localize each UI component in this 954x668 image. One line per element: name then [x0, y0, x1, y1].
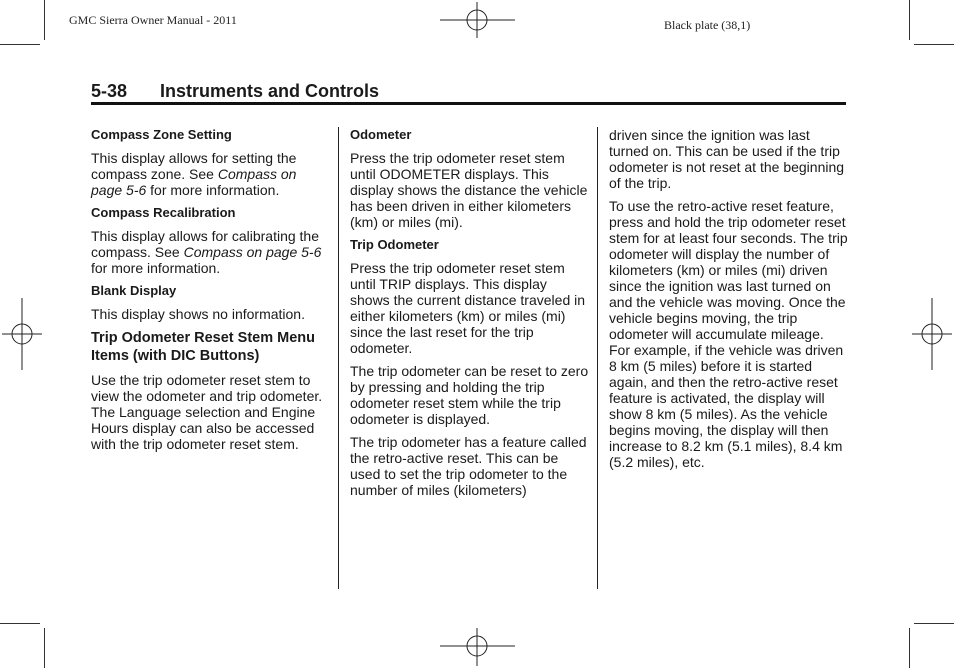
crop-mark — [0, 623, 40, 624]
compass-zone-link[interactable]: Compass on page 5-6 — [91, 166, 297, 198]
compass-recalibration-link[interactable]: Compass on page 5-6 — [183, 244, 322, 260]
section-title: Instruments and Controls — [160, 81, 380, 101]
trip-odometer-text-3: The trip odometer has a feature called the retro-active reset. This can be used to set the trip odometer to the number of miles (kilometers) — [350, 434, 587, 498]
crop-mark — [909, 0, 910, 40]
registration-mark-left — [0, 298, 44, 370]
crop-mark — [44, 0, 45, 40]
header-rule — [91, 102, 846, 105]
crop-mark — [909, 628, 910, 668]
trip-odometer-text-1: Press the trip odometer reset stem until TRIP displays. This display shows the current distance traveled in either kilometers (km) or miles (mi) since the last reset for the trip odometer. — [350, 260, 586, 356]
crop-mark — [44, 628, 45, 668]
column-3 — [609, 127, 849, 477]
page-header — [91, 81, 846, 103]
registration-mark-right — [910, 298, 954, 370]
registration-mark-bottom — [440, 628, 515, 668]
column-divider — [597, 127, 598, 589]
odometer-heading: Odometer — [350, 127, 412, 142]
compass-zone-text: This display allows for setting the compass zone. See Compass on page 5-6 for more information. — [91, 150, 297, 198]
column-2 — [350, 127, 590, 505]
compass-recalibration-heading: Compass Recalibration — [91, 205, 236, 220]
compass-recalibration-text: This display allows for calibrating the compass. See Compass on page 5-6 for more information. — [91, 228, 322, 276]
example-text: For example, if the vehicle was driven 8 km (5 miles) before it is started again, and then the retro-active reset feature is activated, the display will show 8 km (5 miles). As the vehicle begins moving, the display will then increase to 8.2 km (5.1 miles), 8.4 km (5.2 miles), etc. — [609, 342, 844, 470]
continued-text: driven since the ignition was last turned on. This can be used if the trip odometer is not reset at the beginning of the trip. — [609, 127, 845, 191]
retro-active-reset-text: To use the retro-active reset feature, press and hold the trip odometer reset stem for at least four seconds. The trip odometer will display the number of kilometers (km) or miles (mi) driven since the ignition was last turned on and the vehicle was moving. Once the vehicle begins moving, the trip odometer will accumulate mileage. — [609, 198, 848, 342]
blank-display-heading: Blank Display — [91, 283, 177, 298]
trip-odometer-heading: Trip Odometer — [350, 237, 439, 252]
column-1 — [91, 127, 327, 459]
registration-mark-top — [440, 0, 515, 40]
trip-menu-text: Use the trip odometer reset stem to view the odometer and trip odometer. The Language selection and Engine Hours display can also be accessed with the trip odometer reset stem. — [91, 372, 323, 452]
manual-title: GMC Sierra Owner Manual - 2011 — [69, 13, 237, 27]
column-divider — [338, 127, 339, 589]
trip-menu-heading: Trip Odometer Reset Stem Menu Items (with DIC Buttons) — [91, 330, 315, 364]
crop-mark — [914, 623, 954, 624]
blank-display-text: This display shows no information. — [91, 306, 305, 322]
crop-mark — [0, 44, 40, 45]
compass-zone-heading: Compass Zone Setting — [91, 127, 232, 142]
plate-label: Black plate (38,1) — [664, 18, 751, 32]
page-number: 5-38 — [91, 81, 128, 101]
trip-odometer-text-2: The trip odometer can be reset to zero by pressing and holding the trip odometer reset stem while the trip odometer is displayed. — [350, 363, 589, 427]
crop-mark — [914, 44, 954, 45]
odometer-text: Press the trip odometer reset stem until ODOMETER displays. This display shows the distance the vehicle has been driven in either kilometers (km) or miles (mi). — [350, 150, 588, 230]
